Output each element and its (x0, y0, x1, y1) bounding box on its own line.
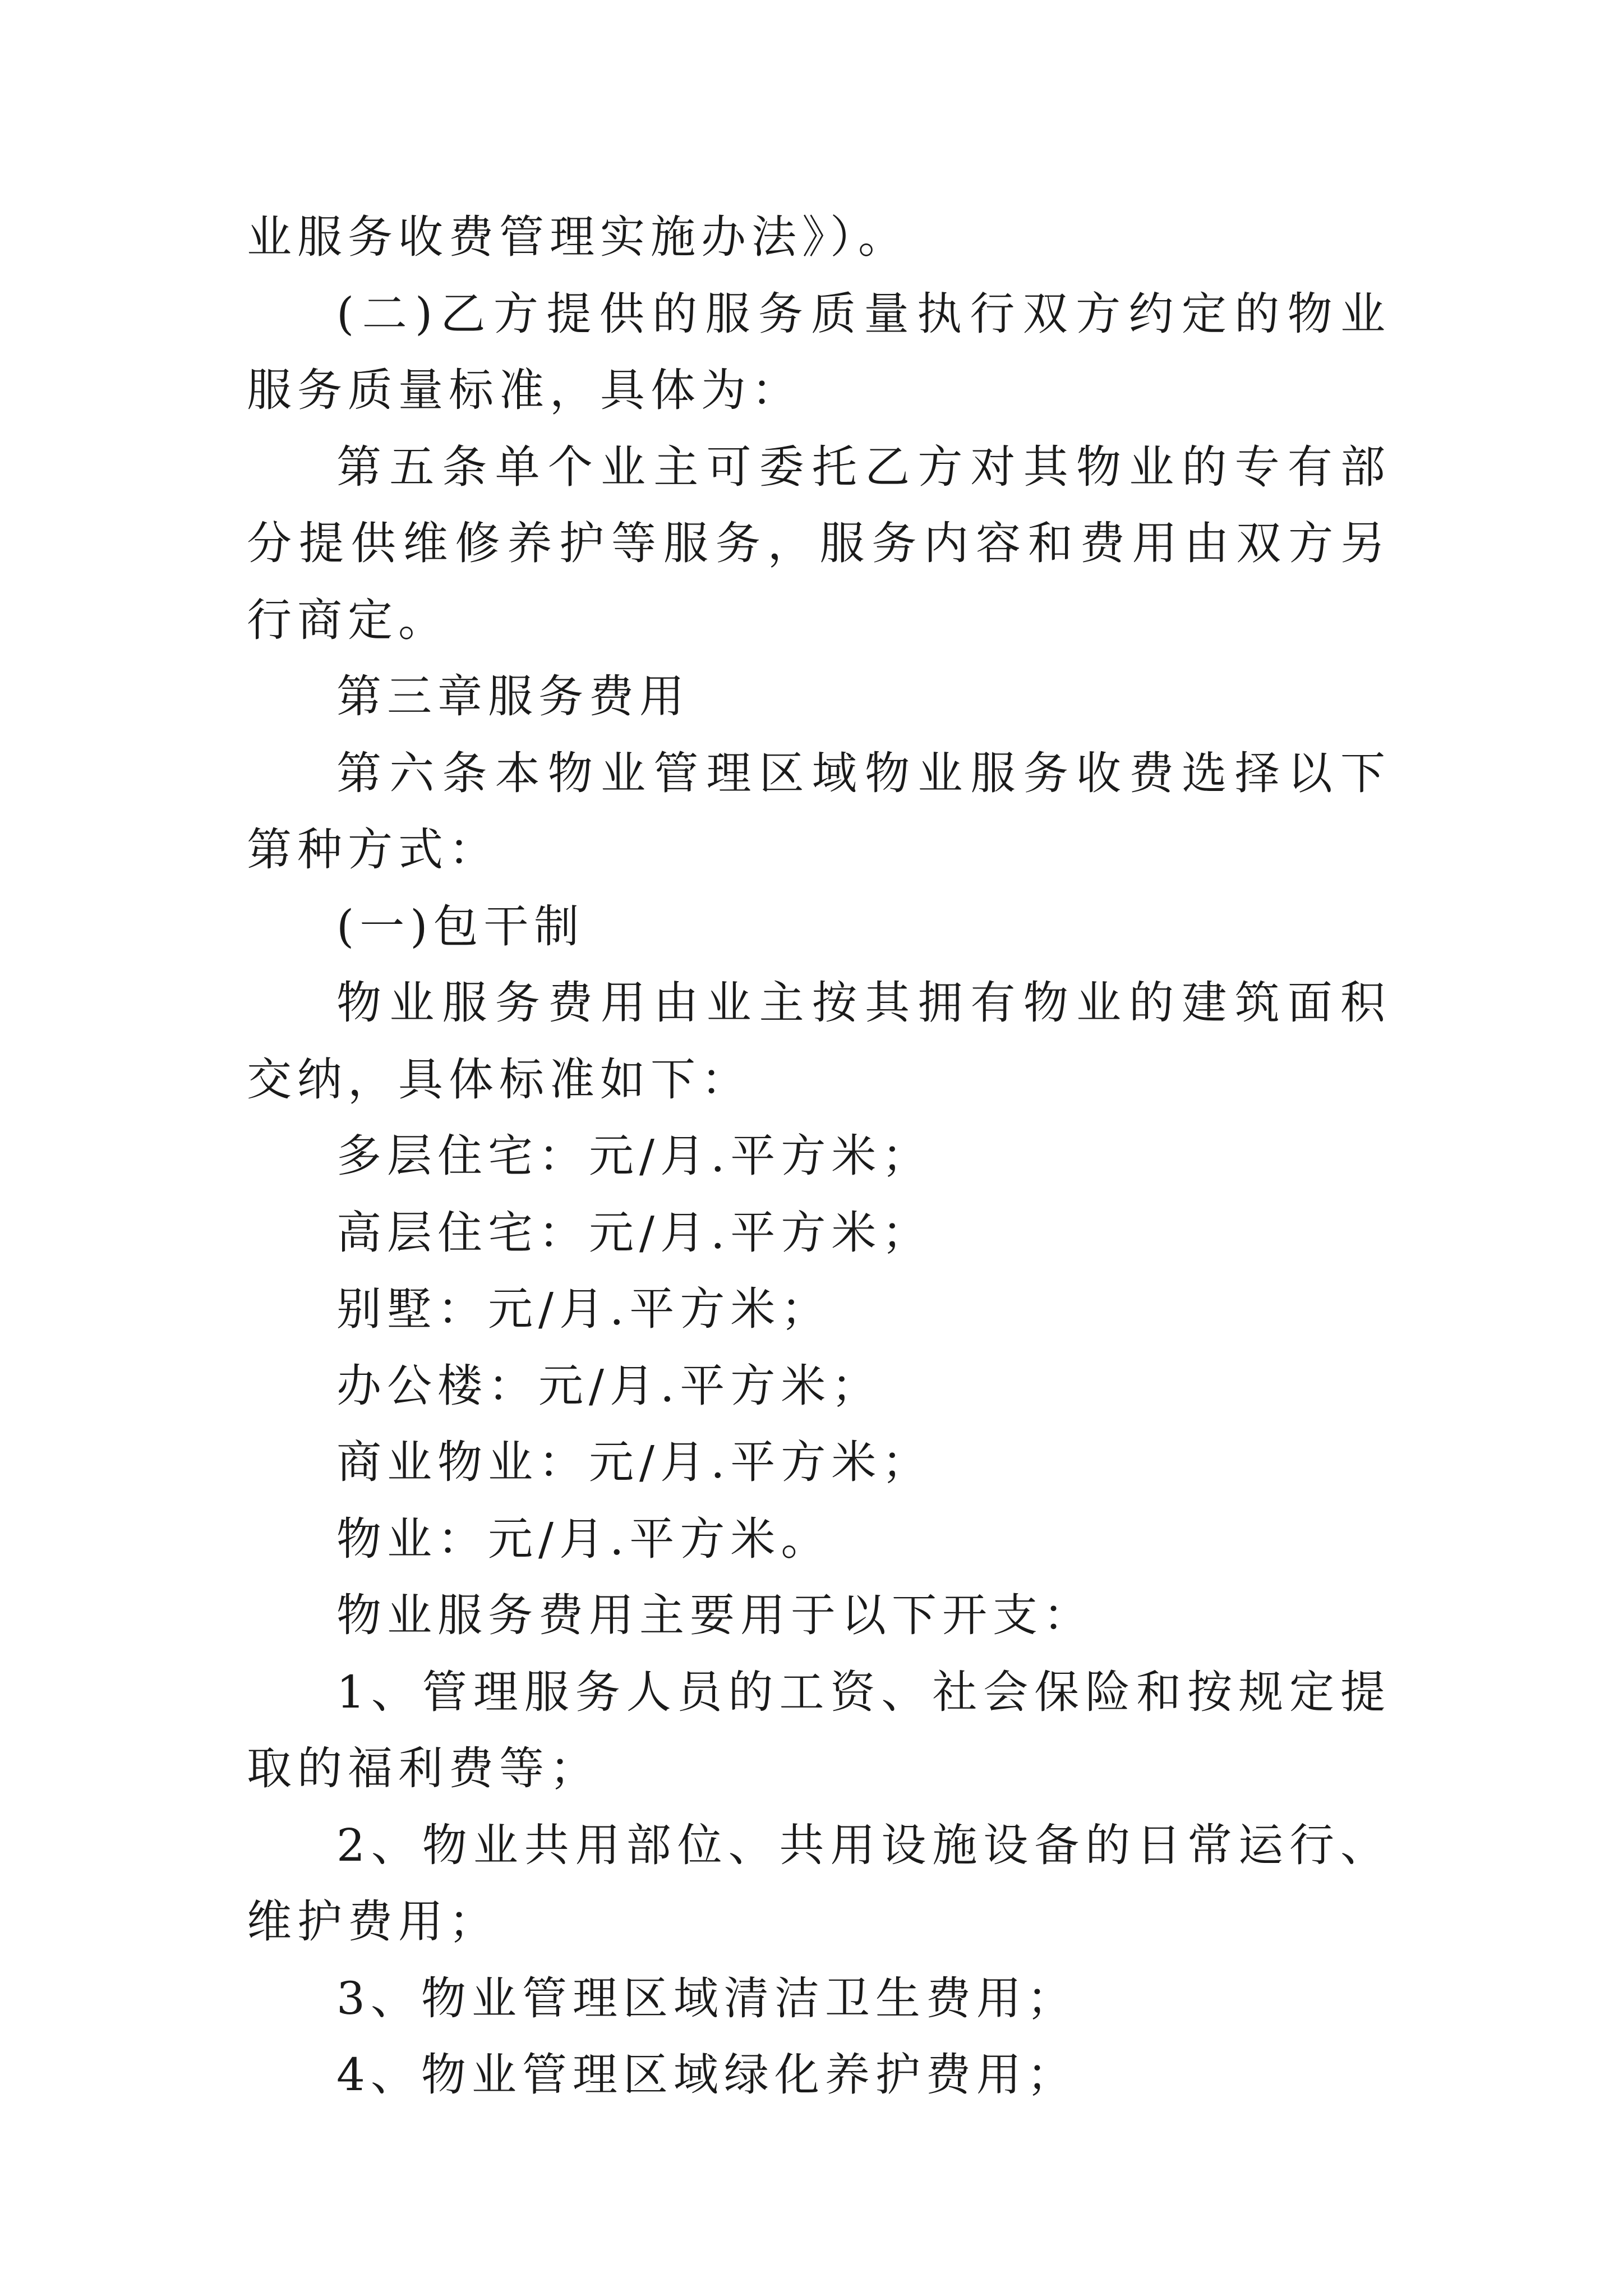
paragraph-article-5: 第五条单个业主可委托乙方对其物业的专有部分提供维修养护等服务，服务内容和费用由双方另行商定。 (247, 440, 1391, 646)
paragraph-article-6: 第六条本物业管理区域物业服务收费选择以下第种方式： (247, 747, 1391, 876)
expense-item-2: 2、物业共用部位、共用设施设备的日常运行、维护费用； (247, 1819, 1391, 1948)
fee-item-commercial: 商业物业：元/月.平方米； (336, 1436, 933, 1488)
paragraph-service-quality: (二)乙方提供的服务质量执行双方约定的物业服务质量标准，具体为： (247, 287, 1391, 416)
fee-item-office: 办公楼：元/月.平方米； (336, 1359, 882, 1412)
fee-item-multistory: 多层住宅：元/月.平方米； (336, 1130, 933, 1182)
expense-item-3: 3、物业管理区域清洁卫生费用； (336, 1972, 1077, 2024)
chapter-heading: 第三章服务费用 (336, 670, 690, 723)
fee-item-highrise: 高层住宅：元/月.平方米； (336, 1206, 933, 1259)
paragraph-lump-sum: (一)包干制 (336, 900, 585, 953)
paragraph-fee-basis: 物业服务费用由业主按其拥有物业的建筑面积交纳，具体标准如下： (247, 977, 1391, 1106)
paragraph-expenses-intro: 物业服务费用主要用于以下开支： (336, 1589, 1094, 1641)
fee-item-villa: 别墅：元/月.平方米； (336, 1283, 832, 1335)
expense-item-1: 1、管理服务人员的工资、社会保险和按规定提取的福利费等； (247, 1665, 1391, 1795)
document-body (247, 199, 1391, 2114)
fee-item-other: 物业：元/月.平方米。 (336, 1512, 832, 1565)
paragraph-continuation: 业服务收费管理实施办法》）。 (247, 211, 909, 263)
expense-item-4: 4、物业管理区域绿化养护费用； (336, 2049, 1077, 2101)
